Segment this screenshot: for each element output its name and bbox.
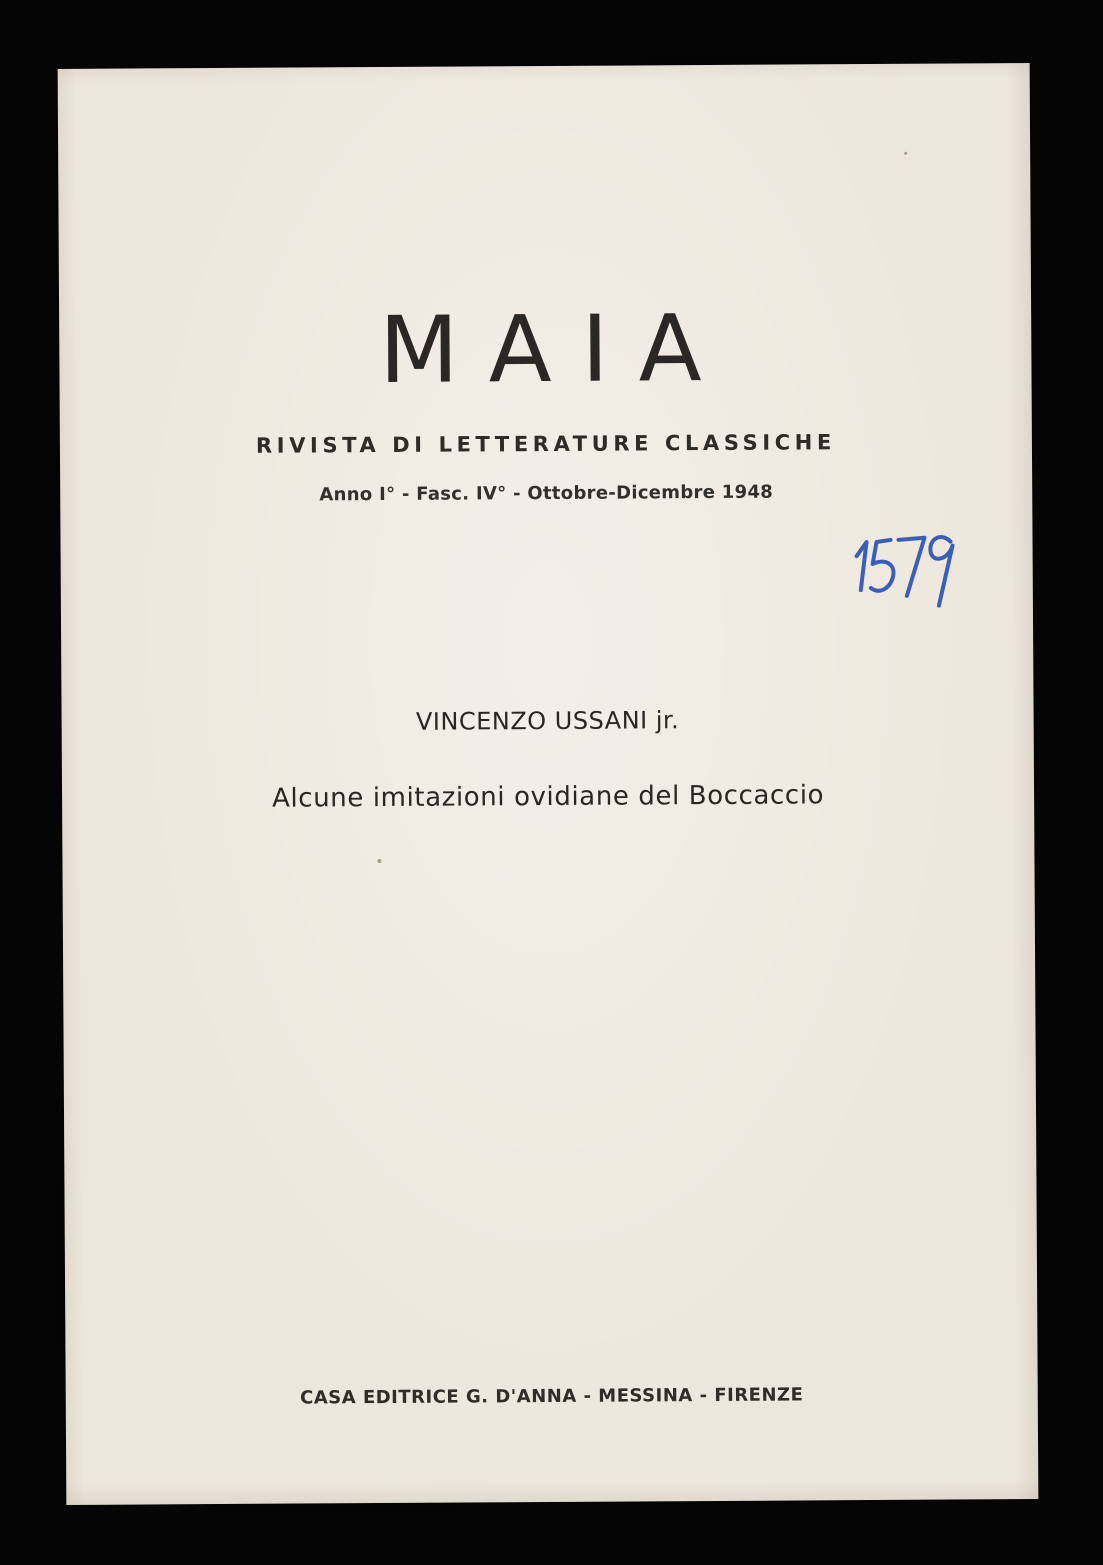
article-author: VINCENZO USSANI jr. (415, 706, 680, 736)
handwritten-inventory-number (790, 511, 961, 612)
issue-line: Anno I° - Fasc. IV° - Ottobre-Dicembre 1948 (319, 481, 774, 506)
handwritten-number-drawing (790, 511, 961, 612)
journal-cover-page (58, 63, 1039, 1505)
journal-masthead: MAIA (378, 294, 732, 405)
publisher-line: CASA EDITRICE G. D'ANNA - MESSINA - FIRENZE (300, 1384, 804, 1409)
article-title: Alcune imitazioni ovidiane del Boccaccio (271, 780, 825, 814)
paper-speck (377, 859, 381, 863)
paper-speck (904, 152, 907, 155)
journal-subtitle: RIVISTA DI LETTERATURE CLASSICHE (255, 430, 836, 458)
